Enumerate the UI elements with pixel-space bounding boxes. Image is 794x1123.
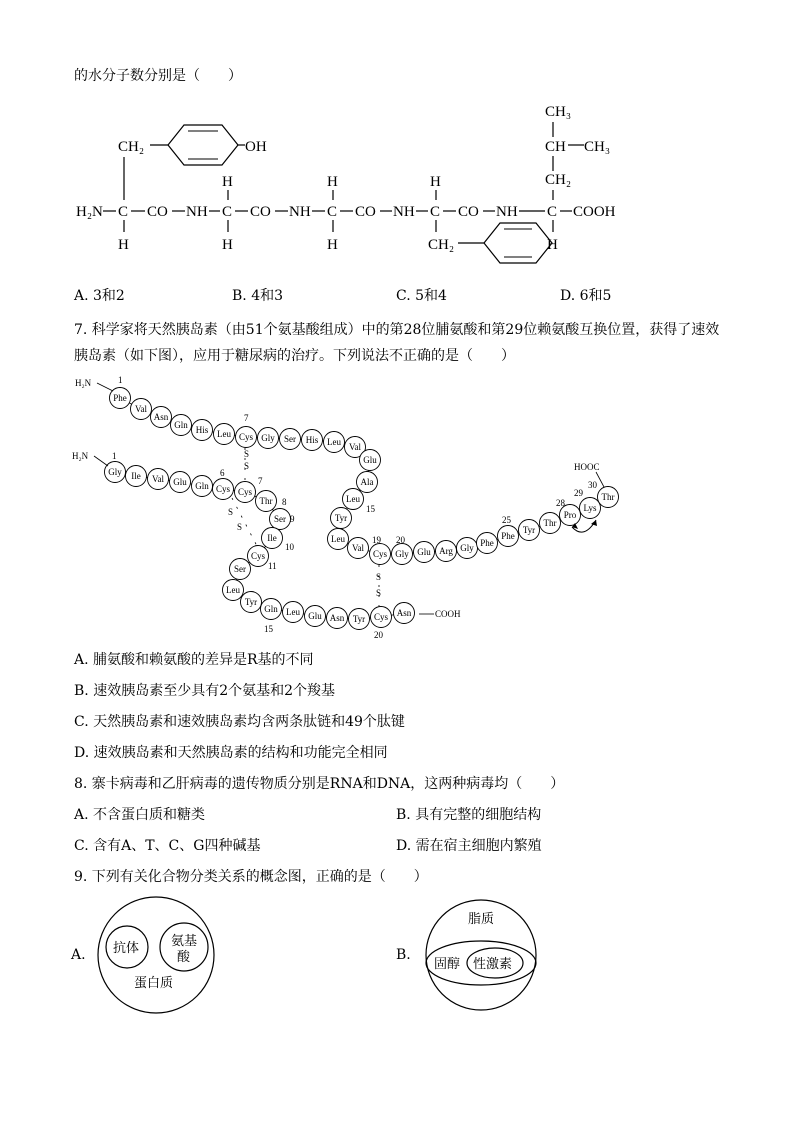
chain-b-residue-23 xyxy=(457,538,478,559)
chain-a-residue-label: Leu xyxy=(286,607,300,617)
chain-b-residue-label: His xyxy=(305,435,319,445)
q7-stem-line2: 胰岛素（如下图），应用于糖尿病的治疗。下列说法不正确的是（ ） xyxy=(74,348,515,364)
svg-text:15: 15 xyxy=(366,504,375,514)
chain-b-residue-label: Gly xyxy=(460,543,474,553)
svg-text:CO: CO xyxy=(250,204,271,220)
chain-b-residue-15 xyxy=(343,489,364,510)
svg-text:1: 1 xyxy=(112,451,117,461)
ch2-leu-label: CH₂ xyxy=(545,172,572,188)
svg-text:H: H xyxy=(222,174,233,190)
chain-a-residue-label: Tyr xyxy=(352,614,366,624)
chain-b-residue-14 xyxy=(357,472,378,493)
chain-a-residue-15 xyxy=(261,599,282,620)
chain-b-residue-17 xyxy=(328,529,349,550)
chain-a-residue-1 xyxy=(105,462,126,483)
chain-a-residue-8 xyxy=(256,491,277,512)
q8-option-c[interactable]: C. 含有A、T、C、G四种碱基 xyxy=(74,838,261,854)
svg-text:NH: NH xyxy=(496,204,518,220)
svg-text:CH₂: CH₂ xyxy=(428,237,455,253)
svg-text:C: C xyxy=(430,204,441,220)
q9-diagram-a[interactable] xyxy=(89,895,239,1020)
chain-b-residue-label: Lys xyxy=(583,503,597,513)
chain-b-residue-26 xyxy=(519,520,540,541)
chain-b-residue-19 xyxy=(370,544,391,565)
svg-text:S: S xyxy=(376,588,382,598)
svg-text:C: C xyxy=(222,204,233,220)
svg-text:H: H xyxy=(327,237,338,253)
svg-text:S: S xyxy=(376,572,382,582)
chain-a-residue-label: Cys xyxy=(250,551,266,561)
amino-acid-label-2: 酸 xyxy=(177,949,191,964)
svg-text:29: 29 xyxy=(574,488,583,498)
svg-text:11: 11 xyxy=(268,561,277,571)
chain-b-residue-label: Leu xyxy=(331,534,345,544)
q8-option-a[interactable]: A. 不含蛋白质和糖类 xyxy=(74,807,206,823)
sex-hormone-label: 性激素 xyxy=(473,956,513,971)
svg-text:15: 15 xyxy=(264,624,273,634)
q7-option-c[interactable]: C. 天然胰岛素和速效胰岛素均含两条肽链和49个肽键 xyxy=(74,714,405,730)
chain-b-residue-label: Phe xyxy=(480,538,494,548)
chain-b-residue-label: Asn xyxy=(153,412,169,422)
ch2-label: CH₂ xyxy=(118,139,145,155)
chain-a-residue-label: Leu xyxy=(226,585,240,595)
chain-a-residue-label: Ser xyxy=(234,564,246,574)
svg-text:19: 19 xyxy=(372,535,381,545)
chain-b-residue-27 xyxy=(540,513,561,534)
svg-text:7: 7 xyxy=(244,413,249,423)
chain-a-residue-17 xyxy=(305,606,326,627)
chain-a-residue-label: Cys xyxy=(373,612,389,622)
svg-text:COOH: COOH xyxy=(573,204,616,220)
q9-stem: 9. 下列有关化合物分类关系的概念图，正确的是（ ） xyxy=(74,869,428,885)
chain-b-residue-21 xyxy=(414,542,435,563)
chain-a-residue-19 xyxy=(349,609,370,630)
chain-a-residue-label: Val xyxy=(152,474,164,484)
q8-option-d[interactable]: D. 需在宿主细胞内繁殖 xyxy=(396,838,542,854)
chain-a-residue-12 xyxy=(230,559,251,580)
svg-text:CO: CO xyxy=(355,204,376,220)
ch-label: CH xyxy=(545,139,566,155)
chain-b-residue-10 xyxy=(302,430,323,451)
chain-b-residue-25 xyxy=(498,526,519,547)
chain-b-residue-29 xyxy=(580,498,601,519)
chain-b-residue-22 xyxy=(436,541,457,562)
chain-a-residue-6 xyxy=(213,479,234,500)
chain-b-residue-label: Cys xyxy=(372,549,388,559)
chain-a-residue-18 xyxy=(327,608,348,629)
chain-b-residue-5 xyxy=(192,420,213,441)
ch3-label: CH₃ xyxy=(545,104,572,120)
chain-b-residue-16 xyxy=(331,508,352,529)
chain-b-residue-label: Ala xyxy=(360,477,374,487)
q7-option-d[interactable]: D. 速效胰岛素和天然胰岛素的结构和功能完全相同 xyxy=(74,745,388,761)
svg-text:H: H xyxy=(430,174,441,190)
chain-b-residue-label: Ser xyxy=(284,434,296,444)
svg-text:8: 8 xyxy=(282,497,287,507)
chain-b-residue-label: Phe xyxy=(113,393,127,403)
chain-b-residue-label: Phe xyxy=(501,531,515,541)
chain-b-residue-label: Gly xyxy=(395,549,409,559)
chain-a-residue-10 xyxy=(262,528,283,549)
svg-text:S: S xyxy=(244,449,250,459)
svg-text:H₂N: H₂N xyxy=(76,204,103,220)
chain-a-residue-20 xyxy=(371,607,392,628)
chain-b-residue-label: Glu xyxy=(417,547,431,557)
svg-text:NH: NH xyxy=(393,204,415,220)
q6-option-d[interactable]: D. 6和5 xyxy=(560,288,612,304)
chain-a-residue-label: Ile xyxy=(267,533,277,543)
chain-b-residue-18 xyxy=(348,538,369,559)
chain-b-residue-13 xyxy=(360,450,381,471)
chain-a-c-terminus: COOH xyxy=(435,609,461,619)
svg-text:NH: NH xyxy=(289,204,311,220)
chain-a-residue-11 xyxy=(248,546,269,567)
q9-option-a-label[interactable]: A. xyxy=(71,947,86,963)
svg-text:30: 30 xyxy=(588,480,597,490)
chain-b-residue-30 xyxy=(598,487,619,508)
chain-a-residue-9 xyxy=(270,509,291,530)
chain-b-residue-label: Leu xyxy=(327,437,341,447)
chain-a-residue-label: Gln xyxy=(264,604,278,614)
chain-b-residue-4 xyxy=(171,415,192,436)
svg-text:CO: CO xyxy=(147,204,168,220)
chain-b-residue-label: Thr xyxy=(543,518,557,528)
chain-b-residue-11 xyxy=(324,432,345,453)
svg-text:20: 20 xyxy=(396,535,405,545)
chain-b-residue-label: Arg xyxy=(439,546,453,556)
q6-option-a[interactable]: A. 3和2 xyxy=(74,288,125,304)
chain-b-c-terminus: HOOC xyxy=(574,462,600,472)
svg-text:C: C xyxy=(118,204,129,220)
chain-a-residue-label: Ser xyxy=(274,514,286,524)
svg-text:9: 9 xyxy=(290,514,295,524)
antibody-label: 抗体 xyxy=(113,940,140,955)
q8-stem: 8. 寨卡病毒和乙肝病毒的遗传物质分别是RNA和DNA，这两种病毒均（ ） xyxy=(74,776,565,792)
chain-b-n-terminus: H₂N xyxy=(75,378,92,388)
chain-b-residue-label: Tyr xyxy=(522,525,536,535)
chain-b-residue-label: Cys xyxy=(238,432,254,442)
svg-text:CO: CO xyxy=(458,204,479,220)
q7-option-a[interactable]: A. 脯氨酸和赖氨酸的差异是R基的不同 xyxy=(74,652,314,668)
chain-a-residue-label: Asn xyxy=(329,613,345,623)
amino-acid-label-1: 氨基 xyxy=(171,933,198,948)
chain-b-residue-6 xyxy=(214,424,235,445)
q9-option-b-label[interactable]: B. xyxy=(396,947,411,963)
chain-a-residue-4 xyxy=(170,472,191,493)
chain-a-residue-16 xyxy=(283,602,304,623)
svg-text:H: H xyxy=(222,237,233,253)
protein-label: 蛋白质 xyxy=(134,975,174,990)
q9-diagram-b[interactable] xyxy=(413,895,553,1020)
q6-option-c[interactable]: C. 5和4 xyxy=(396,288,447,304)
chain-a-residue-3 xyxy=(148,469,169,490)
q6-option-b[interactable]: B. 4和3 xyxy=(232,288,284,304)
svg-text:C: C xyxy=(327,204,338,220)
svg-text:1: 1 xyxy=(118,375,123,385)
chain-a-residue-5 xyxy=(192,476,213,497)
chain-b-residue-label: Val xyxy=(135,404,147,414)
q7-option-b[interactable]: B. 速效胰岛素至少具有2个氨基和2个羧基 xyxy=(74,683,336,699)
svg-text:25: 25 xyxy=(502,515,511,525)
svg-text:H: H xyxy=(327,174,338,190)
chain-b-residue-7 xyxy=(236,427,257,448)
svg-text:28: 28 xyxy=(556,498,565,508)
svg-text:10: 10 xyxy=(285,542,294,552)
chain-a-residue-label: Gln xyxy=(195,481,209,491)
chain-b-residue-label: Glu xyxy=(363,455,377,465)
chain-a-residue-label: Glu xyxy=(308,611,322,621)
svg-text:C: C xyxy=(547,204,558,220)
chain-b-residue-24 xyxy=(477,533,498,554)
chain-a-residue-label: Thr xyxy=(259,496,273,506)
q8-option-b[interactable]: B. 具有完整的细胞结构 xyxy=(396,807,542,823)
svg-text:6: 6 xyxy=(220,468,225,478)
chain-a-residue-label: Asn xyxy=(396,608,412,618)
chain-a-residue-label: Cys xyxy=(215,484,231,494)
chain-a-residue-label: Glu xyxy=(173,477,187,487)
oh-label: OH xyxy=(245,139,267,155)
insulin-diagram xyxy=(0,370,794,640)
chain-a-residue-label: Tyr xyxy=(244,597,258,607)
chain-b-residue-3 xyxy=(151,407,172,428)
svg-text:20: 20 xyxy=(374,630,383,640)
chain-b-residue-label: Tyr xyxy=(334,513,348,523)
chain-b-residue-label: Pro xyxy=(563,510,577,520)
chain-b-residue-label: Gly xyxy=(261,433,275,443)
chain-a-residue-13 xyxy=(223,580,244,601)
chain-b-residue-2 xyxy=(131,399,152,420)
chain-b-residue-9 xyxy=(280,429,301,450)
svg-text:S: S xyxy=(237,522,243,532)
chain-a-n-terminus: H₂N xyxy=(72,451,89,461)
q6-stem-tail: 的水分子数分别是（ ） xyxy=(74,68,242,84)
q7-stem-line1: 7. 科学家将天然胰岛素（由51个氨基酸组成）中的第28位脯氨酸和第29位赖氨酸互换位置，获得了速效 xyxy=(74,322,720,338)
chain-a-residue-label: Cys xyxy=(237,487,253,497)
chain-a-residue-label: Ile xyxy=(131,471,141,481)
chain-b-residue-label: Gln xyxy=(174,420,188,430)
chain-a-residue-2 xyxy=(126,466,147,487)
chain-b-residue-label: Val xyxy=(352,543,364,553)
chain-b-residue-label: Leu xyxy=(217,429,231,439)
chain-b-residue-label: Leu xyxy=(346,494,360,504)
sterol-label: 固醇 xyxy=(434,956,461,971)
chain-b-residue-label: Thr xyxy=(601,492,615,502)
chain-b-residue-20 xyxy=(392,544,413,565)
svg-text:7: 7 xyxy=(258,476,263,486)
svg-text:H: H xyxy=(547,237,558,253)
chain-b-residue-label: His xyxy=(195,425,209,435)
ch3-right-label: CH₃ xyxy=(584,139,611,155)
chain-a-residue-label: Gly xyxy=(108,467,122,477)
chain-a-residue-14 xyxy=(241,592,262,613)
svg-text:S: S xyxy=(228,507,234,517)
svg-text:H: H xyxy=(118,237,129,253)
chain-b-residue-8 xyxy=(258,428,279,449)
chain-a-residue-7 xyxy=(235,482,256,503)
svg-text:NH: NH xyxy=(186,204,208,220)
svg-text:S: S xyxy=(244,461,250,471)
chain-a-residue-21 xyxy=(394,603,415,624)
protein-circle xyxy=(98,897,214,1013)
lipid-label: 脂质 xyxy=(468,911,495,926)
chain-b-residue-label: Val xyxy=(349,442,361,452)
